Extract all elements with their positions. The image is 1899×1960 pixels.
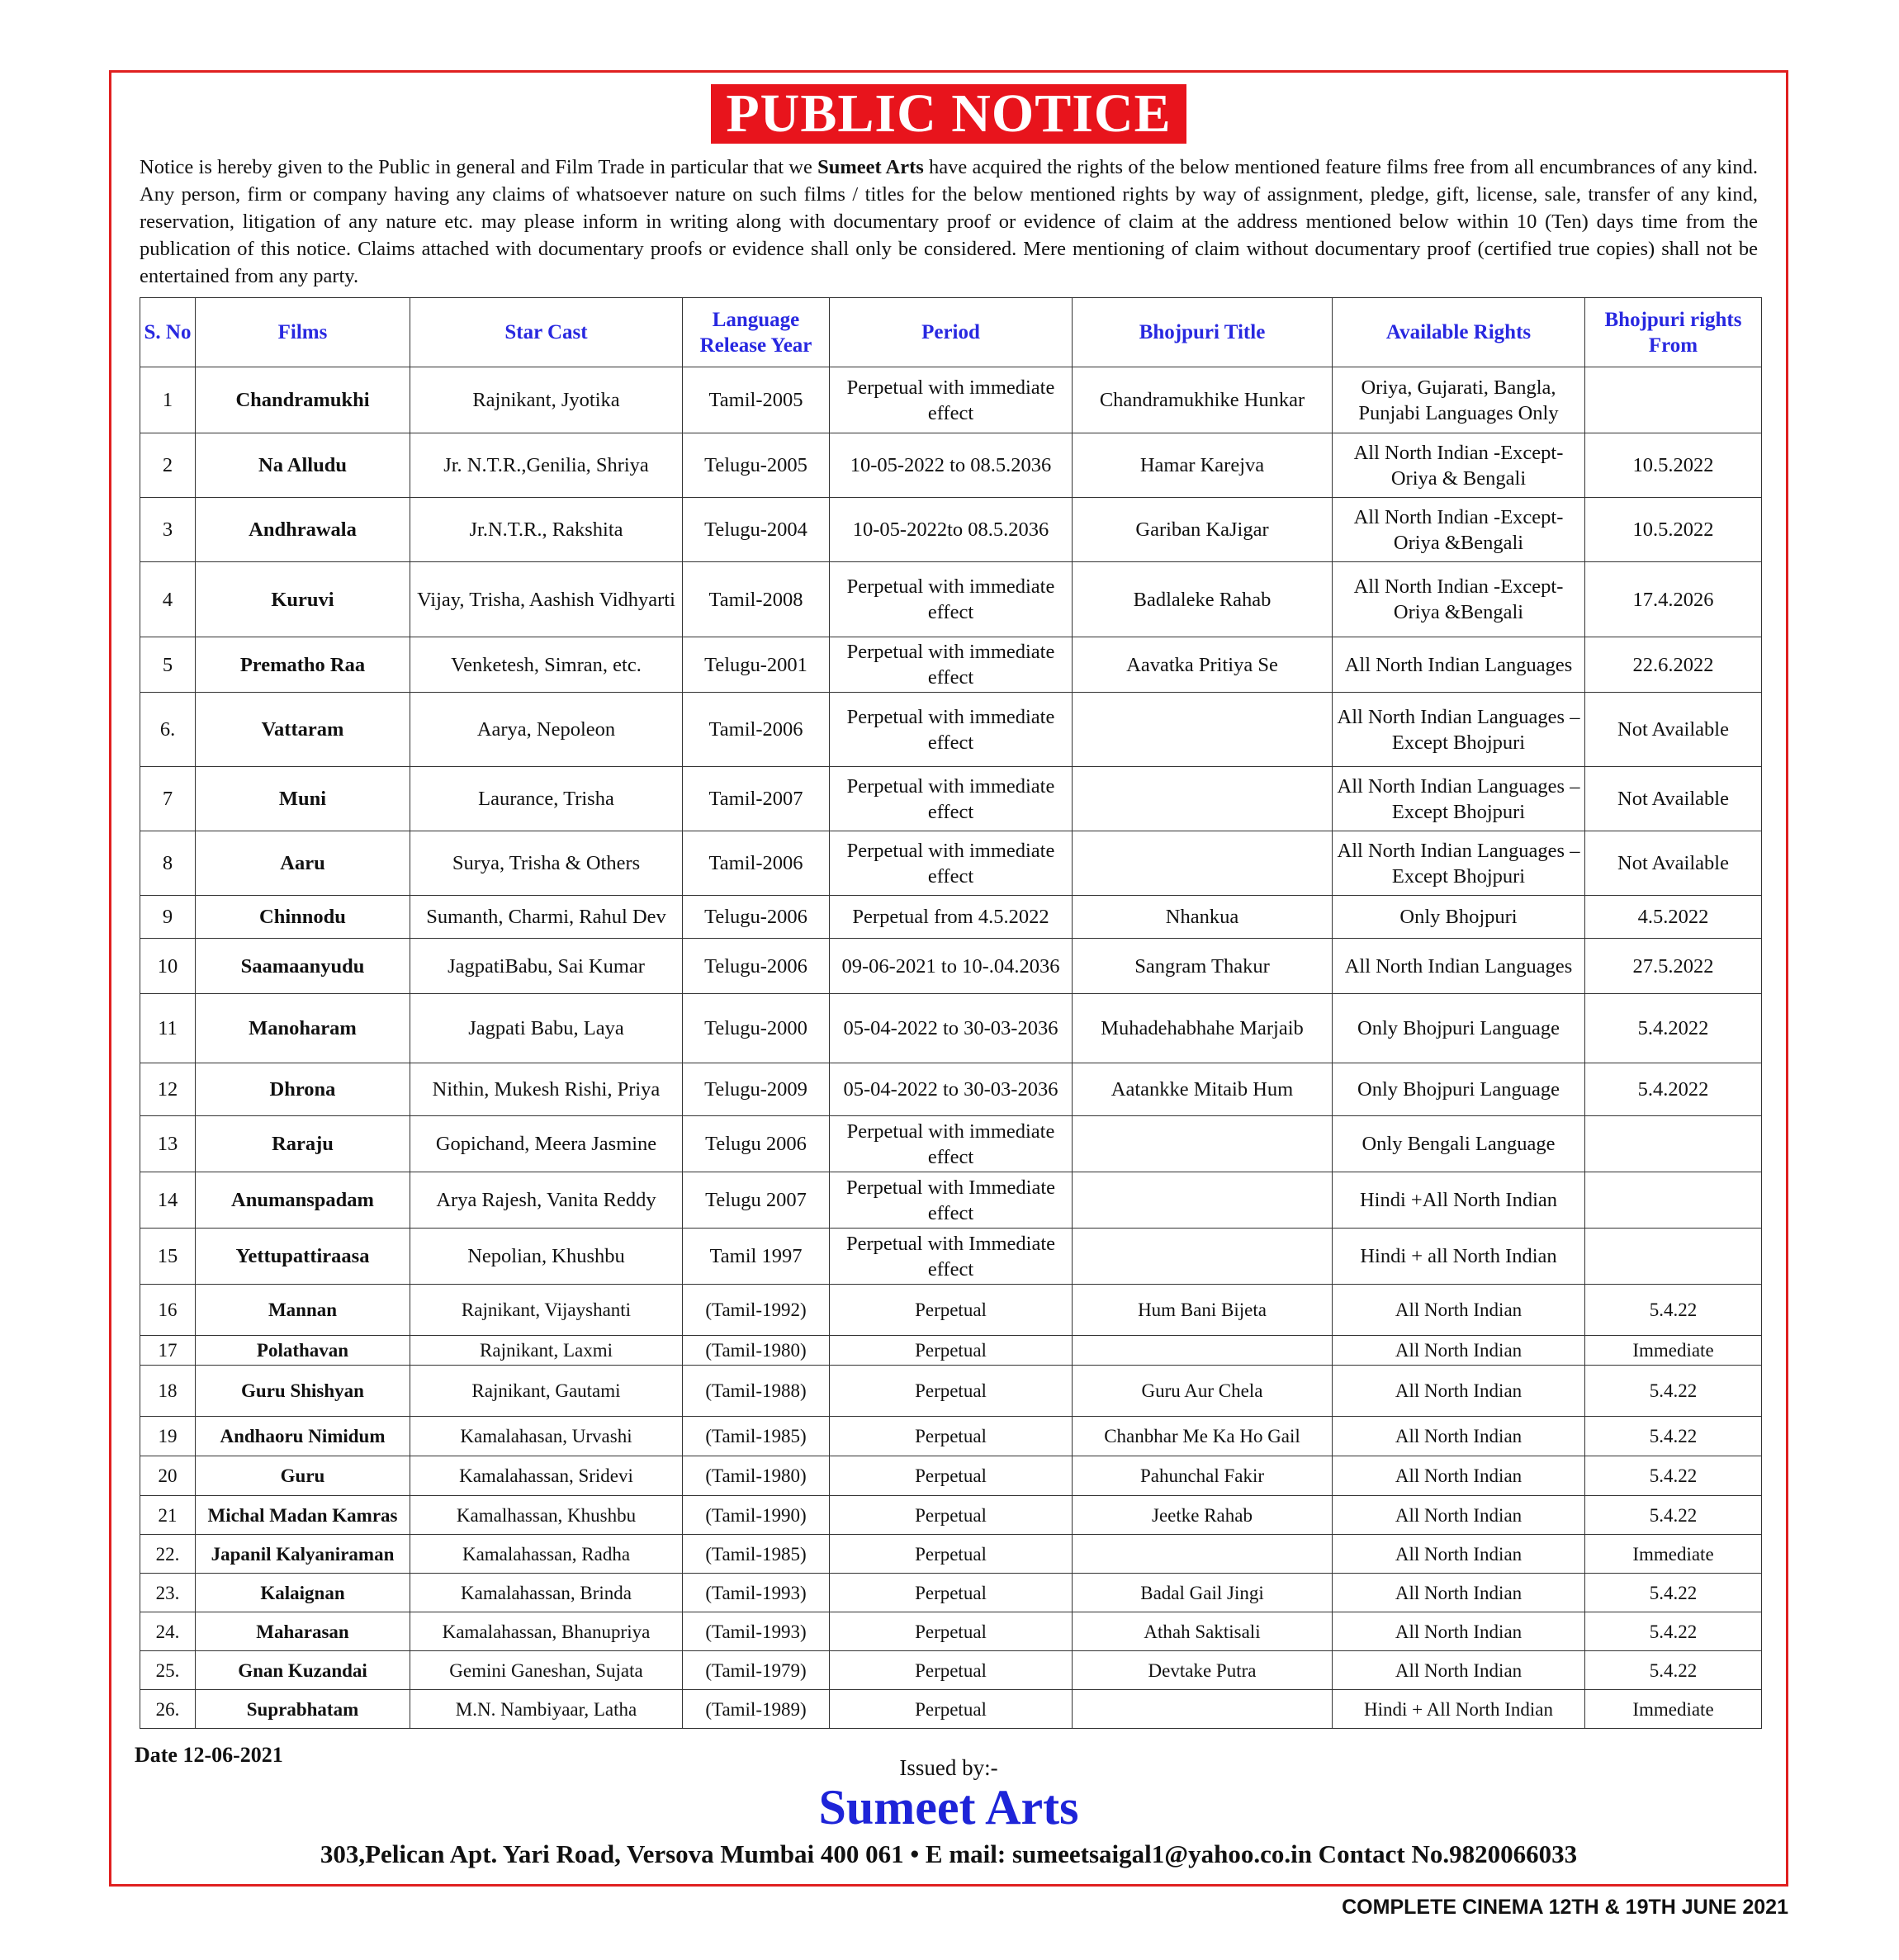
cell-available-rights: Hindi + all North Indian [1333, 1229, 1585, 1285]
cell-bhojpuri-from: Immediate [1585, 1690, 1762, 1729]
cell-film: Japanil Kalyaniraman [196, 1535, 410, 1574]
cell-sno: 15 [140, 1229, 196, 1285]
cell-available-rights: Oriya, Gujarati, Bangla, Punjabi Languages Only [1333, 367, 1585, 433]
cell-sno: 20 [140, 1456, 196, 1496]
header-bhojpuri-title: Bhojpuri Title [1073, 298, 1333, 367]
cell-star-cast: Gopichand, Meera Jasmine [410, 1116, 683, 1172]
table-row [140, 1063, 1762, 1116]
cell-bhojpuri-title [1073, 1535, 1333, 1574]
cell-bhojpuri-from: 22.6.2022 [1585, 637, 1762, 693]
cell-period: Perpetual [830, 1417, 1073, 1456]
table-body [140, 367, 1762, 1729]
cell-period: Perpetual with immediate effect [830, 693, 1073, 767]
cell-available-rights: All North Indian [1333, 1496, 1585, 1535]
cell-bhojpuri-from: 27.5.2022 [1585, 939, 1762, 994]
cell-available-rights: All North Indian Languages [1333, 637, 1585, 693]
cell-star-cast: Aarya, Nepoleon [410, 693, 683, 767]
cell-sno: 17 [140, 1336, 196, 1366]
cell-film: Chandramukhi [196, 367, 410, 433]
cell-available-rights: Hindi + All North Indian [1333, 1690, 1585, 1729]
cell-film: Suprabhatam [196, 1690, 410, 1729]
cell-available-rights: Only Bengali Language [1333, 1116, 1585, 1172]
cell-film: Mannan [196, 1285, 410, 1336]
table-header-row [140, 298, 1762, 367]
cell-bhojpuri-title: Chanbhar Me Ka Ho Gail [1073, 1417, 1333, 1456]
table-row [140, 1366, 1762, 1417]
cell-star-cast: Rajnikant, Laxmi [410, 1336, 683, 1366]
cell-available-rights: All North Indian [1333, 1366, 1585, 1417]
cell-available-rights: All North Indian [1333, 1651, 1585, 1690]
cell-period: 10-05-2022 to 08.5.2036 [830, 433, 1073, 498]
cell-language-year: Tamil-2007 [683, 767, 830, 831]
table-row [140, 562, 1762, 637]
cell-sno: 11 [140, 994, 196, 1063]
cell-language-year: (Tamil-1988) [683, 1366, 830, 1417]
table-row [140, 896, 1762, 939]
cell-available-rights: All North Indian Languages – Except Bhojpuri [1333, 831, 1585, 896]
cell-star-cast: Kamalahassan, Brinda [410, 1574, 683, 1612]
cell-sno: 18 [140, 1366, 196, 1417]
cell-period: Perpetual [830, 1651, 1073, 1690]
cell-star-cast: Sumanth, Charmi, Rahul Dev [410, 896, 683, 939]
table-row [140, 1496, 1762, 1535]
table-row [140, 1612, 1762, 1651]
cell-film: Guru Shishyan [196, 1366, 410, 1417]
cell-bhojpuri-title: Aatankke Mitaib Hum [1073, 1063, 1333, 1116]
cell-language-year: Telugu-2005 [683, 433, 830, 498]
cell-available-rights: All North Indian [1333, 1285, 1585, 1336]
notice-frame [109, 70, 1788, 1887]
table-row [140, 1285, 1762, 1336]
cell-period: 05-04-2022 to 30-03-2036 [830, 994, 1073, 1063]
cell-bhojpuri-title: Hamar Karejva [1073, 433, 1333, 498]
cell-bhojpuri-from: 5.4.22 [1585, 1417, 1762, 1456]
cell-bhojpuri-from: Not Available [1585, 831, 1762, 896]
cell-available-rights: All North Indian [1333, 1535, 1585, 1574]
cell-bhojpuri-title [1073, 1172, 1333, 1229]
cell-language-year: Tamil 1997 [683, 1229, 830, 1285]
cell-available-rights: All North Indian -Except- Oriya &Bengali [1333, 498, 1585, 562]
cell-star-cast: Nithin, Mukesh Rishi, Priya [410, 1063, 683, 1116]
publication-footer: COMPLETE CINEMA 12TH & 19TH JUNE 2021 [1342, 1896, 1788, 1919]
cell-sno: 7 [140, 767, 196, 831]
header-period: Period [830, 298, 1073, 367]
cell-available-rights: All North Indian -Except- Oriya &Bengali [1333, 562, 1585, 637]
cell-available-rights: All North Indian [1333, 1456, 1585, 1496]
cell-period: Perpetual with immediate effect [830, 637, 1073, 693]
cell-film: Prematho Raa [196, 637, 410, 693]
cell-film: Chinnodu [196, 896, 410, 939]
cell-bhojpuri-from: Immediate [1585, 1535, 1762, 1574]
cell-film: Michal Madan Kamras [196, 1496, 410, 1535]
cell-bhojpuri-from: 10.5.2022 [1585, 433, 1762, 498]
cell-bhojpuri-from: 4.5.2022 [1585, 896, 1762, 939]
cell-bhojpuri-title [1073, 1229, 1333, 1285]
cell-film: Guru [196, 1456, 410, 1496]
cell-bhojpuri-title: Muhadehabhahe Marjaib [1073, 994, 1333, 1063]
cell-language-year: (Tamil-1985) [683, 1535, 830, 1574]
cell-star-cast: Jr. N.T.R.,Genilia, Shriya [410, 433, 683, 498]
cell-sno: 25. [140, 1651, 196, 1690]
notice-title: PUBLIC NOTICE [711, 84, 1186, 144]
issuer-name: Sumeet Arts [818, 1780, 1079, 1835]
cell-available-rights: Only Bhojpuri Language [1333, 1063, 1585, 1116]
intro-company: Sumeet Arts [817, 156, 924, 178]
cell-bhojpuri-title [1073, 1336, 1333, 1366]
table-row [140, 1456, 1762, 1496]
table-row [140, 367, 1762, 433]
cell-bhojpuri-from [1585, 1172, 1762, 1229]
cell-period: Perpetual [830, 1456, 1073, 1496]
cell-sno: 19 [140, 1417, 196, 1456]
table-row [140, 994, 1762, 1063]
cell-star-cast: Jr.N.T.R., Rakshita [410, 498, 683, 562]
cell-bhojpuri-title: Chandramukhike Hunkar [1073, 367, 1333, 433]
cell-film: Muni [196, 767, 410, 831]
cell-sno: 26. [140, 1690, 196, 1729]
table-row [140, 1229, 1762, 1285]
cell-language-year: Telugu-2000 [683, 994, 830, 1063]
cell-bhojpuri-from: 5.4.2022 [1585, 994, 1762, 1063]
notice-date: Date 12-06-2021 [135, 1743, 283, 1767]
table-row [140, 939, 1762, 994]
cell-star-cast: Arya Rajesh, Vanita Reddy [410, 1172, 683, 1229]
table-row [140, 1417, 1762, 1456]
cell-sno: 1 [140, 367, 196, 433]
cell-available-rights: Only Bhojpuri [1333, 896, 1585, 939]
cell-language-year: Tamil-2008 [683, 562, 830, 637]
cell-film: Maharasan [196, 1612, 410, 1651]
cell-bhojpuri-from: 5.4.22 [1585, 1285, 1762, 1336]
cell-language-year: Tamil-2005 [683, 367, 830, 433]
cell-language-year: Telugu 2007 [683, 1172, 830, 1229]
cell-sno: 4 [140, 562, 196, 637]
cell-bhojpuri-title: Jeetke Rahab [1073, 1496, 1333, 1535]
cell-star-cast: Gemini Ganeshan, Sujata [410, 1651, 683, 1690]
cell-bhojpuri-from [1585, 367, 1762, 433]
cell-star-cast: Kamalahassan, Bhanupriya [410, 1612, 683, 1651]
cell-period: Perpetual with immediate effect [830, 831, 1073, 896]
cell-film: Saamaanyudu [196, 939, 410, 994]
table-row [140, 1172, 1762, 1229]
header-star-cast: Star Cast [410, 298, 683, 367]
cell-star-cast: Rajnikant, Jyotika [410, 367, 683, 433]
cell-film: Raraju [196, 1116, 410, 1172]
cell-bhojpuri-from: 5.4.22 [1585, 1366, 1762, 1417]
cell-film: Manoharam [196, 994, 410, 1063]
cell-language-year: (Tamil-1990) [683, 1496, 830, 1535]
cell-sno: 3 [140, 498, 196, 562]
table-row [140, 1574, 1762, 1612]
cell-bhojpuri-title: Nhankua [1073, 896, 1333, 939]
cell-sno: 8 [140, 831, 196, 896]
cell-star-cast: Rajnikant, Vijayshanti [410, 1285, 683, 1336]
cell-sno: 14 [140, 1172, 196, 1229]
cell-film: Kalaignan [196, 1574, 410, 1612]
cell-available-rights: All North Indian [1333, 1574, 1585, 1612]
cell-bhojpuri-title: Athah Saktisali [1073, 1612, 1333, 1651]
header-bhojpuri-from: Bhojpuri rights From [1585, 298, 1762, 367]
cell-period: Perpetual [830, 1285, 1073, 1336]
cell-bhojpuri-from: 5.4.22 [1585, 1574, 1762, 1612]
cell-bhojpuri-from: 5.4.22 [1585, 1612, 1762, 1651]
cell-period: Perpetual with immediate effect [830, 367, 1073, 433]
issuer-address: 303,Pelican Apt. Yari Road, Versova Mumbai 400 061 • E mail: sumeetsaigal1@yahoo.co.in Contact No.9820066033 [320, 1839, 1578, 1868]
cell-bhojpuri-from [1585, 1116, 1762, 1172]
cell-bhojpuri-title: Pahunchal Fakir [1073, 1456, 1333, 1496]
cell-period: Perpetual [830, 1366, 1073, 1417]
cell-sno: 22. [140, 1535, 196, 1574]
table-row [140, 767, 1762, 831]
cell-bhojpuri-title [1073, 831, 1333, 896]
cell-period: Perpetual [830, 1496, 1073, 1535]
cell-period: Perpetual [830, 1690, 1073, 1729]
cell-bhojpuri-title [1073, 1116, 1333, 1172]
cell-film: Andhrawala [196, 498, 410, 562]
cell-star-cast: JagpatiBabu, Sai Kumar [410, 939, 683, 994]
cell-sno: 6. [140, 693, 196, 767]
cell-star-cast: Kamalahasan, Urvashi [410, 1417, 683, 1456]
table-row [140, 433, 1762, 498]
cell-available-rights: All North Indian [1333, 1417, 1585, 1456]
cell-language-year: Telugu-2004 [683, 498, 830, 562]
cell-language-year: Telugu-2006 [683, 939, 830, 994]
cell-bhojpuri-from: 17.4.2026 [1585, 562, 1762, 637]
cell-language-year: (Tamil-1993) [683, 1574, 830, 1612]
cell-bhojpuri-from: 5.4.22 [1585, 1651, 1762, 1690]
cell-period: Perpetual [830, 1336, 1073, 1366]
cell-bhojpuri-title: Guru Aur Chela [1073, 1366, 1333, 1417]
cell-sno: 24. [140, 1612, 196, 1651]
cell-sno: 5 [140, 637, 196, 693]
cell-period: Perpetual with immediate effect [830, 1116, 1073, 1172]
cell-bhojpuri-title: Gariban KaJigar [1073, 498, 1333, 562]
cell-language-year: Telugu-2001 [683, 637, 830, 693]
header-available-rights: Available Rights [1333, 298, 1585, 367]
cell-bhojpuri-from: Immediate [1585, 1336, 1762, 1366]
header-sno: S. No [140, 298, 196, 367]
cell-language-year: (Tamil-1985) [683, 1417, 830, 1456]
cell-language-year: Telugu-2009 [683, 1063, 830, 1116]
cell-bhojpuri-title: Sangram Thakur [1073, 939, 1333, 994]
cell-film: Kuruvi [196, 562, 410, 637]
cell-available-rights: All North Indian [1333, 1336, 1585, 1366]
cell-period: Perpetual from 4.5.2022 [830, 896, 1073, 939]
cell-star-cast: Venketesh, Simran, etc. [410, 637, 683, 693]
cell-sno: 9 [140, 896, 196, 939]
cell-available-rights: All North Indian [1333, 1612, 1585, 1651]
table-row [140, 498, 1762, 562]
films-table [140, 297, 1762, 1729]
cell-star-cast: Laurance, Trisha [410, 767, 683, 831]
cell-star-cast: Rajnikant, Gautami [410, 1366, 683, 1417]
cell-period: 05-04-2022 to 30-03-2036 [830, 1063, 1073, 1116]
cell-language-year: Telugu-2006 [683, 896, 830, 939]
table-row [140, 1116, 1762, 1172]
cell-period: Perpetual with Immediate effect [830, 1229, 1073, 1285]
cell-star-cast: Kamalhassan, Khushbu [410, 1496, 683, 1535]
cell-bhojpuri-title [1073, 1690, 1333, 1729]
cell-bhojpuri-from: 5.4.2022 [1585, 1063, 1762, 1116]
cell-bhojpuri-title [1073, 767, 1333, 831]
cell-star-cast: Nepolian, Khushbu [410, 1229, 683, 1285]
cell-star-cast: Surya, Trisha & Others [410, 831, 683, 896]
cell-available-rights: All North Indian Languages – Except Bhojpuri [1333, 693, 1585, 767]
cell-star-cast: M.N. Nambiyaar, Latha [410, 1690, 683, 1729]
issued-by-label: Issued by:- [899, 1755, 998, 1780]
cell-sno: 21 [140, 1496, 196, 1535]
cell-sno: 10 [140, 939, 196, 994]
cell-bhojpuri-from: 10.5.2022 [1585, 498, 1762, 562]
cell-film: Gnan Kuzandai [196, 1651, 410, 1690]
cell-sno: 2 [140, 433, 196, 498]
cell-film: Yettupattiraasa [196, 1229, 410, 1285]
cell-bhojpuri-title: Badlaleke Rahab [1073, 562, 1333, 637]
cell-available-rights: Only Bhojpuri Language [1333, 994, 1585, 1063]
table-row [140, 1535, 1762, 1574]
cell-language-year: Telugu 2006 [683, 1116, 830, 1172]
cell-star-cast: Vijay, Trisha, Aashish Vidhyarti [410, 562, 683, 637]
cell-star-cast: Kamalahassan, Sridevi [410, 1456, 683, 1496]
table-row [140, 693, 1762, 767]
cell-sno: 12 [140, 1063, 196, 1116]
cell-sno: 13 [140, 1116, 196, 1172]
table-row [140, 1690, 1762, 1729]
table-row [140, 1651, 1762, 1690]
cell-film: Andhaoru Nimidum [196, 1417, 410, 1456]
cell-bhojpuri-title: Hum Bani Bijeta [1073, 1285, 1333, 1336]
cell-available-rights: All North Indian Languages – Except Bhojpuri [1333, 767, 1585, 831]
cell-bhojpuri-from: Not Available [1585, 693, 1762, 767]
intro-text-end: have acquired the rights of the below mentioned feature films free from all encumbrances of any kind. Any person, firm or company having any claims of whatsoever nature on such films / titles for the below mentioned rights by way of assignment, pledge, gift, license, sale, transfer of any kind, reservation, litigation of any nature etc. may please inform in writing along with documentary proof or evidence of claim at the address mentioned below within 10 (Ten) days time from the publication of this notice. Claims attached with documentary proofs or evidence shall only be considered. Mere mentioning of claim without documentary proof (certified true copies) shall not be entertained from any party. [140, 156, 1758, 287]
cell-language-year: (Tamil-1992) [683, 1285, 830, 1336]
notice-intro [140, 154, 1758, 290]
header-films: Films [196, 298, 410, 367]
cell-period: Perpetual with immediate effect [830, 562, 1073, 637]
cell-language-year: Tamil-2006 [683, 831, 830, 896]
cell-film: Vattaram [196, 693, 410, 767]
cell-language-year: (Tamil-1989) [683, 1690, 830, 1729]
intro-text-start: Notice is hereby given to the Public in general and Film Trade in particular that we [140, 156, 818, 178]
cell-film: Polathavan [196, 1336, 410, 1366]
cell-star-cast: Kamalahassan, Radha [410, 1535, 683, 1574]
cell-language-year: (Tamil-1979) [683, 1651, 830, 1690]
cell-period: 10-05-2022to 08.5.2036 [830, 498, 1073, 562]
cell-available-rights: Hindi +All North Indian [1333, 1172, 1585, 1229]
cell-film: Dhrona [196, 1063, 410, 1116]
cell-language-year: (Tamil-1980) [683, 1456, 830, 1496]
cell-period: Perpetual with immediate effect [830, 767, 1073, 831]
table-row [140, 637, 1762, 693]
cell-language-year: (Tamil-1980) [683, 1336, 830, 1366]
cell-period: Perpetual [830, 1612, 1073, 1651]
cell-period: Perpetual [830, 1574, 1073, 1612]
cell-bhojpuri-title [1073, 693, 1333, 767]
cell-period: Perpetual with Immediate effect [830, 1172, 1073, 1229]
cell-period: 09-06-2021 to 10-.04.2036 [830, 939, 1073, 994]
cell-sno: 16 [140, 1285, 196, 1336]
cell-bhojpuri-from: 5.4.22 [1585, 1456, 1762, 1496]
cell-star-cast: Jagpati Babu, Laya [410, 994, 683, 1063]
table-row [140, 831, 1762, 896]
cell-available-rights: All North Indian Languages [1333, 939, 1585, 994]
cell-bhojpuri-title: Devtake Putra [1073, 1651, 1333, 1690]
cell-bhojpuri-title: Badal Gail Jingi [1073, 1574, 1333, 1612]
cell-period: Perpetual [830, 1535, 1073, 1574]
cell-bhojpuri-from [1585, 1229, 1762, 1285]
cell-film: Na Alludu [196, 433, 410, 498]
cell-bhojpuri-from: 5.4.22 [1585, 1496, 1762, 1535]
cell-language-year: Tamil-2006 [683, 693, 830, 767]
cell-bhojpuri-title: Aavatka Pritiya Se [1073, 637, 1333, 693]
cell-sno: 23. [140, 1574, 196, 1612]
cell-film: Aaru [196, 831, 410, 896]
table-row [140, 1336, 1762, 1366]
cell-bhojpuri-from: Not Available [1585, 767, 1762, 831]
cell-language-year: (Tamil-1993) [683, 1612, 830, 1651]
cell-available-rights: All North Indian -Except- Oriya & Bengali [1333, 433, 1585, 498]
cell-film: Anumanspadam [196, 1172, 410, 1229]
header-language-year: Language Release Year [683, 298, 830, 367]
